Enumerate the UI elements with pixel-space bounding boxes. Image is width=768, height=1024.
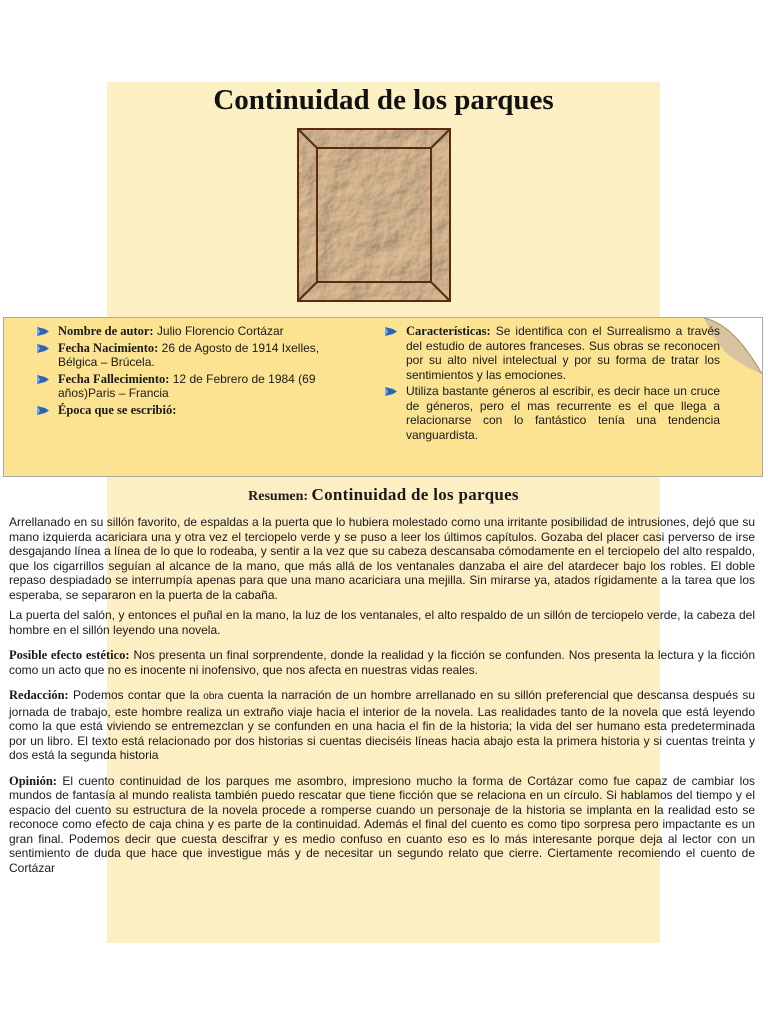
- paragraph-opinion: [9, 774, 755, 876]
- summary-heading: [107, 485, 660, 505]
- opinion-text: El cuento continuidad de los parques me asombro, impresiono mucho la forma de Cortázar como fue capaz de cambiar los mundos de fantasía al mundo realista también puedo rescatar que tiene ficción que se relaciona en un círculo. Si hablamos del tiempo y el espacio del cuento su estructura de la novela procede a romperse cuando un personaje de la historia se implanta en la realidad esto se reconoce como efecto de caja china y es parte de la continuidad. Además el final del cuento es como tipo sorpresa pero impactante es un gran final. Podemos decir que cuesta descifrar y es medio confuso en cuanto eso es lo más interesante porque deja al lector con un sentimiento de duda que hace que investigue más y de necesitar un segundo relato que cierre. Ciertamente recomiendo el cuento de Cortázar: [9, 773, 755, 875]
- author-details-column: [34, 324, 356, 419]
- aesthetic-effect-text: Nos presenta un final sorprendente, donde la realidad y la ficción se confunden. Nos presenta la lectura y la ficción como un acto que no es inocente ni inofensivo, que nos afecta en nuestras vidas reales.: [9, 648, 755, 677]
- arrow-bullet-icon: [384, 326, 398, 337]
- author-info-box: [3, 317, 763, 477]
- author-name-label: Nombre de autor:: [58, 324, 154, 338]
- redaction-text-b: cuenta la narración de un hombre arrellanado en su sillón preferencial que descansa después su jornada de trabajo, este hombre realiza un extraño viaje hacia el interior de la novela. Las realidades tanto de la novela que está leyendo como la que está viviendo se entremezclan y se confunden en una hacia el fin de la historia; la vida del ser humano esta predeterminada por un libro. El texto está relacionado por dos historias si cuentas dieciséis líneas hacia abajo esta la primera historia y si cuentas treinta y dos está la segunda historia: [9, 688, 755, 762]
- era-label: Época que se escribió:: [58, 402, 177, 417]
- crumpled-paper-image: [297, 128, 451, 302]
- genres-value: Utiliza bastante géneros al escribir, es decir hace un cruce de géneros, pero el mas recurrente es el que llega a relacionarse con lo fantástico tenía una tendencia vanguardista.: [406, 384, 720, 442]
- page-title: Continuidad de los parques: [213, 84, 554, 116]
- summary-title: Continuidad de los parques: [311, 485, 519, 504]
- characteristics-column: [382, 324, 720, 444]
- list-item: [34, 324, 356, 339]
- summary-prefix: Resumen:: [248, 489, 312, 504]
- redaction-text-a: Podemos contar que la: [68, 688, 204, 702]
- paragraph-redaction: [9, 688, 755, 763]
- birth-date-value: 26 de Agosto de 1914 Ixelles, Bélgica – Brúcela.: [58, 340, 320, 369]
- paragraph-summary-2: La puerta del salón, y entonces el puñal en la mano, la luz de los ventanales, el alto respaldo de un sillón de terciopelo verde, la cabeza del hombre en el sillón leyendo una novela.: [9, 608, 755, 637]
- aesthetic-effect-label: Posible efecto estético:: [9, 648, 130, 662]
- author-name-value: Julio Florencio Cortázar: [153, 324, 284, 338]
- arrow-bullet-icon: [36, 405, 50, 416]
- list-item: [382, 384, 720, 442]
- list-item: [382, 324, 720, 382]
- redaction-small-word: obra: [203, 691, 224, 702]
- birth-date-label: Fecha Nacimiento:: [58, 340, 159, 355]
- crumpled-paper-icon: [297, 128, 451, 302]
- arrow-bullet-icon: [36, 326, 50, 337]
- list-item: [34, 372, 356, 401]
- paragraph-summary-1: Arrellanado en su sillón favorito, de espaldas a la puerta que lo hubiera molestado como una irritante posibilidad de intrusiones, dejó que su mano izquierda acariciara una y otra vez el terciopelo verde y se puso a leer los últimos capítulos. Gozaba del placer casi perverso de irse desgajando línea a línea de lo que lo rodeaba, y sentir a la vez que su cabeza descansaba cómodamente en el terciopelo del alto respaldo, que los cigarrillos seguían al alcance de la mano, que más allá de los ventanales danzaba el aire del atardecer bajo los robles. El doble repaso despiadado se interrumpía apenas para que una mano acariciara una mejilla. Sin mirarse ya, atados rígidamente a la tarea que los esperaba, se separaron en la puerta de la cabaña.: [9, 515, 755, 602]
- arrow-bullet-icon: [384, 386, 398, 397]
- summary-body: [9, 515, 755, 881]
- opinion-label: Opinión:: [9, 773, 57, 788]
- characteristics-value: Se identifica con el Surrealismo a través del estudio de autores franceses. Sus obras se reconocen por su alto nivel intelectual y por su forma de tratar los sentimientos y las emociones.: [406, 324, 720, 382]
- redaction-label: Redacción:: [9, 688, 69, 702]
- arrow-bullet-icon: [36, 343, 50, 354]
- death-date-value: 12 de Febrero de 1984 (69 años)Paris – Francia: [58, 371, 316, 400]
- paragraph-aesthetic-effect: [9, 648, 755, 677]
- death-date-label: Fecha Fallecimiento:: [58, 371, 170, 386]
- list-item: [34, 403, 356, 418]
- characteristics-label: Características:: [406, 324, 491, 338]
- arrow-bullet-icon: [36, 374, 50, 385]
- list-item: [34, 341, 356, 370]
